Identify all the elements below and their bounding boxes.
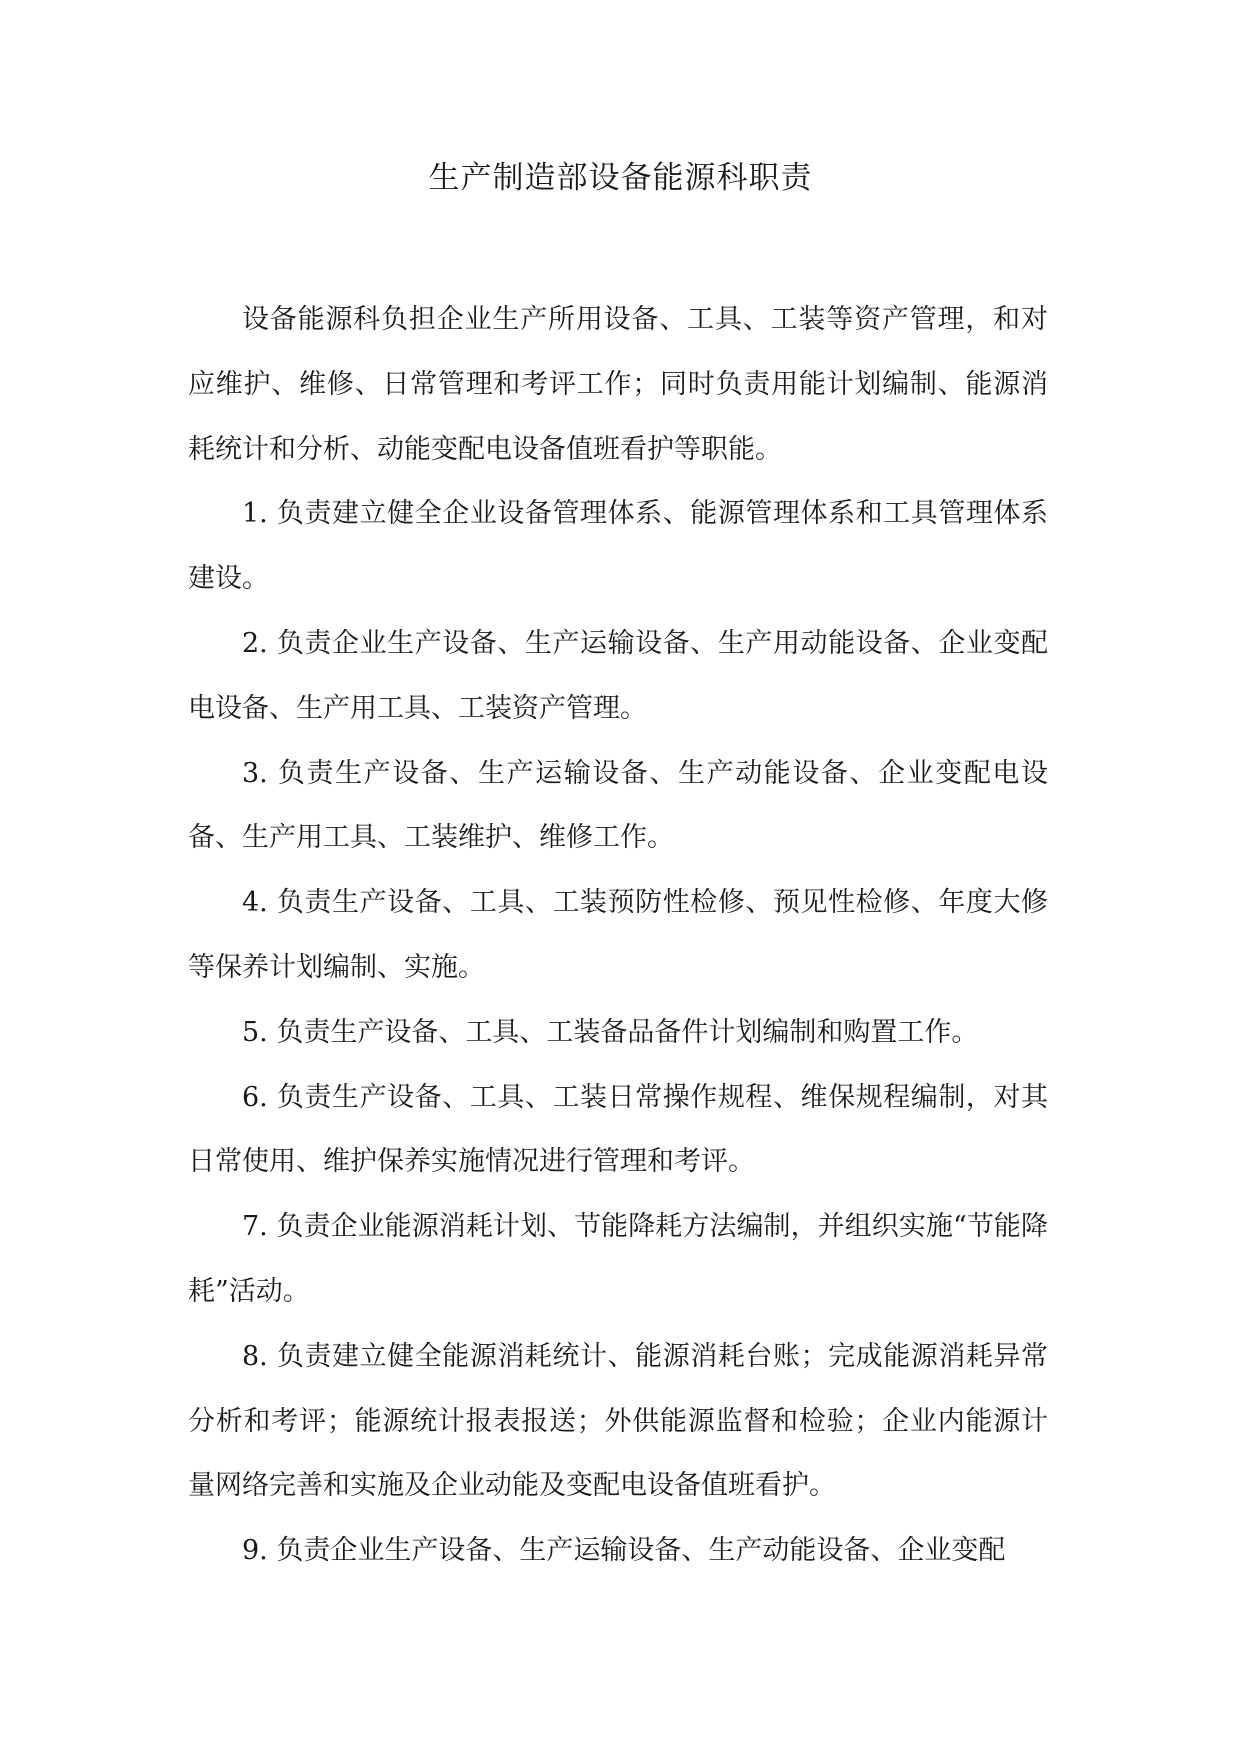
duty-item-6: 6. 负责生产设备、工具、工装日常操作规程、维保规程编制，对其日常使用、维护保养实施情况进行管理和考评。 [188,1081,1048,1178]
duty-item-9: 9. 负责企业生产设备、生产运输设备、生产动能设备、企业变配 [242,1535,1006,1567]
duty-item-8: 8. 负责建立健全能源消耗统计、能源消耗台账；完成能源消耗异常分析和考评；能源统计报表报送；外供能源监督和检验；企业内能源计量网络完善和实施及企业动能及变配电设备值班看护。 [188,1340,1048,1502]
duty-item-5: 5. 负责生产设备、工具、工装备品备件计划编制和购置工作。 [242,1016,979,1048]
intro-paragraph: 设备能源科负担企业生产所用设备、工具、工装等资产管理，和对应维护、维修、日常管理和考评工作；同时负责用能计划编制、能源消耗统计和分析、动能变配电设备值班看护等职能。 [188,304,1048,465]
duty-item-3: 3. 负责生产设备、生产运输设备、生产动能设备、企业变配电设备、生产用工具、工装维护、维修工作。 [188,757,1048,854]
duty-item-4: 4. 负责生产设备、工具、工装预防性检修、预见性检修、年度大修等保养计划编制、实施。 [188,887,1048,983]
duty-item-7: 7. 负责企业能源消耗计划、节能降耗方法编制，并组织实施“节能降耗”活动。 [188,1211,1048,1307]
document-body [188,288,1048,1584]
duty-item-2: 2. 负责企业生产设备、生产运输设备、生产用动能设备、企业变配电设备、生产用工具、工装资产管理。 [188,627,1048,724]
duty-item-1: 1. 负责建立健全企业设备管理体系、能源管理体系和工具管理体系建设。 [188,498,1048,595]
document-title: 生产制造部设备能源科职责 [428,160,813,196]
